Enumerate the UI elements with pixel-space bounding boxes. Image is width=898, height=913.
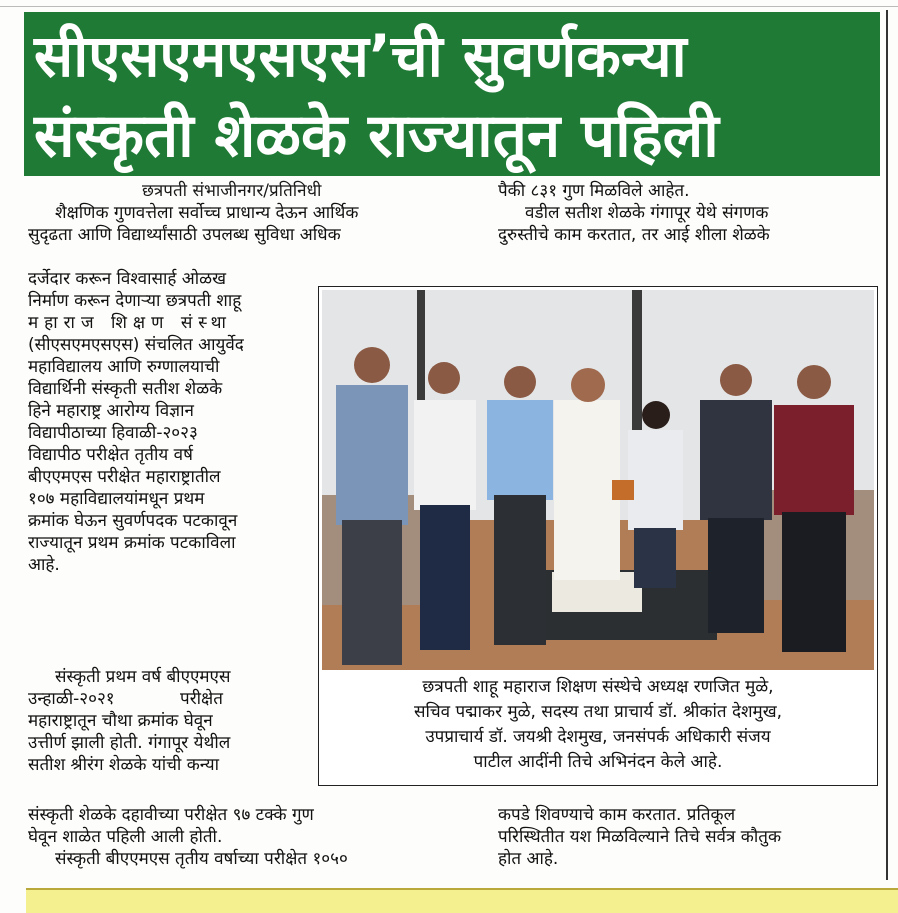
text-line: महाविद्यालय आणि रुग्णालयाची	[28, 357, 220, 377]
text-line: शैक्षणिक गुणवत्तेला सर्वोच्च प्राधान्य देऊन आर्थिक	[28, 203, 359, 223]
column-rule	[886, 10, 888, 880]
text-line: विद्यार्थिनी संस्कृती सतीश शेळके	[28, 379, 223, 399]
article-column-1-last	[28, 804, 476, 870]
dateline: छत्रपती संभाजीनगर/प्रतिनिधी	[142, 181, 322, 201]
text-line: संस्कृती बीएएमएस तृतीय वर्षाच्या परीक्षेत १०५०	[28, 849, 348, 869]
text-line: दर्जेदार करून विश्वासार्ह ओळख	[28, 269, 227, 289]
text-line: महाराष्ट्रातून चौथा क्रमांक घेवून	[28, 711, 213, 731]
text-line: हिने महाराष्ट्र आरोग्य विज्ञान	[28, 401, 194, 421]
felicitation-photo	[322, 290, 874, 670]
text-line: क्रमांक घेऊन सुवर्णपदक पटकावून	[28, 511, 238, 531]
text-line: उत्तीर्ण झाली होती. गंगापूर येथील	[28, 733, 231, 753]
text-line: सुदृढता आणि विद्यार्थ्यांसाठी उपलब्ध सुविधा अधिक	[28, 225, 341, 245]
text-line: वडील सतीश शेळके गंगापूर येथे संगणक	[498, 203, 769, 223]
text-line: (सीएसएमएसएस) संचलित आयुर्वेद	[28, 335, 244, 355]
photo-illustration	[322, 290, 874, 670]
text-line: बीएएमएस परीक्षेत महाराष्ट्रातील	[28, 467, 221, 487]
text-line: विद्यापीठ परीक्षेत तृतीय वर्ष	[28, 445, 193, 465]
photo-caption	[323, 675, 873, 775]
text-line: दुरुस्तीचे काम करतात, तर आई शीला शेळके	[498, 225, 770, 245]
text-line: परिस्थितीत यश मिळविल्याने तिचे सर्वत्र कौतुक	[498, 827, 782, 847]
text-line: निर्माण करून देणाऱ्या छत्रपती शाहू	[28, 291, 242, 311]
text-line: आहे.	[28, 555, 60, 575]
next-article-band	[26, 888, 898, 913]
text-line: घेवून शाळेत पहिली आली होती.	[28, 827, 223, 847]
article-column-1-narrow	[28, 268, 312, 576]
caption-line: उपप्राचार्य डॉ. जयश्री देशमुख, जनसंपर्क अधिकारी संजय	[425, 727, 771, 747]
text-line: होत आहे.	[498, 849, 559, 869]
text-line: संस्कृती शेळके दहावीच्या परीक्षेत ९७ टक्के गुण	[28, 805, 314, 825]
article-column-2-bottom	[498, 804, 878, 870]
photo-box	[318, 286, 878, 786]
headline-line-2: संस्कृती शेळके राज्यातून पहिली	[34, 101, 719, 171]
text-line: विद्यापीठाच्या हिवाळी-२०२३	[28, 423, 198, 443]
caption-line: सचिव पद्माकर मुळे, सदस्य तथा प्राचार्य डॉ. श्रीकांत देशमुख,	[413, 702, 783, 722]
caption-line: पाटील आदींनी तिचे अभिनंदन केले आहे.	[473, 752, 723, 772]
text-line: कपडे शिवण्याचे काम करतात. प्रतिकूल	[498, 805, 736, 825]
text-line: पैकी ८३१ गुण मिळविले आहेत.	[498, 181, 690, 201]
text-line: राज्यातून प्रथम क्रमांक पटकाविला	[28, 533, 236, 553]
headline-banner	[24, 12, 880, 176]
article-column-1-bottom	[28, 666, 318, 776]
article-column-2-top	[498, 180, 878, 246]
text-line: १०७ महाविद्यालयांमधून प्रथम	[28, 489, 205, 509]
headline-line-1: सीएसएमएसएस’ची सुवर्णकन्या	[34, 22, 687, 90]
article-column-1-top	[28, 202, 476, 246]
text-line: उन्हाळी-२०२१ परीक्षेत	[28, 689, 223, 709]
text-line: महाराज शिक्षण संस्था	[28, 313, 232, 333]
page-top-strip	[0, 0, 898, 7]
text-line: सतीश श्रीरंग शेळके यांची कन्या	[28, 755, 220, 775]
text-line: संस्कृती प्रथम वर्ष बीएएमएस	[28, 667, 231, 687]
caption-line: छत्रपती शाहू महाराज शिक्षण संस्थेचे अध्यक्ष रणजित मुळे,	[422, 677, 774, 697]
